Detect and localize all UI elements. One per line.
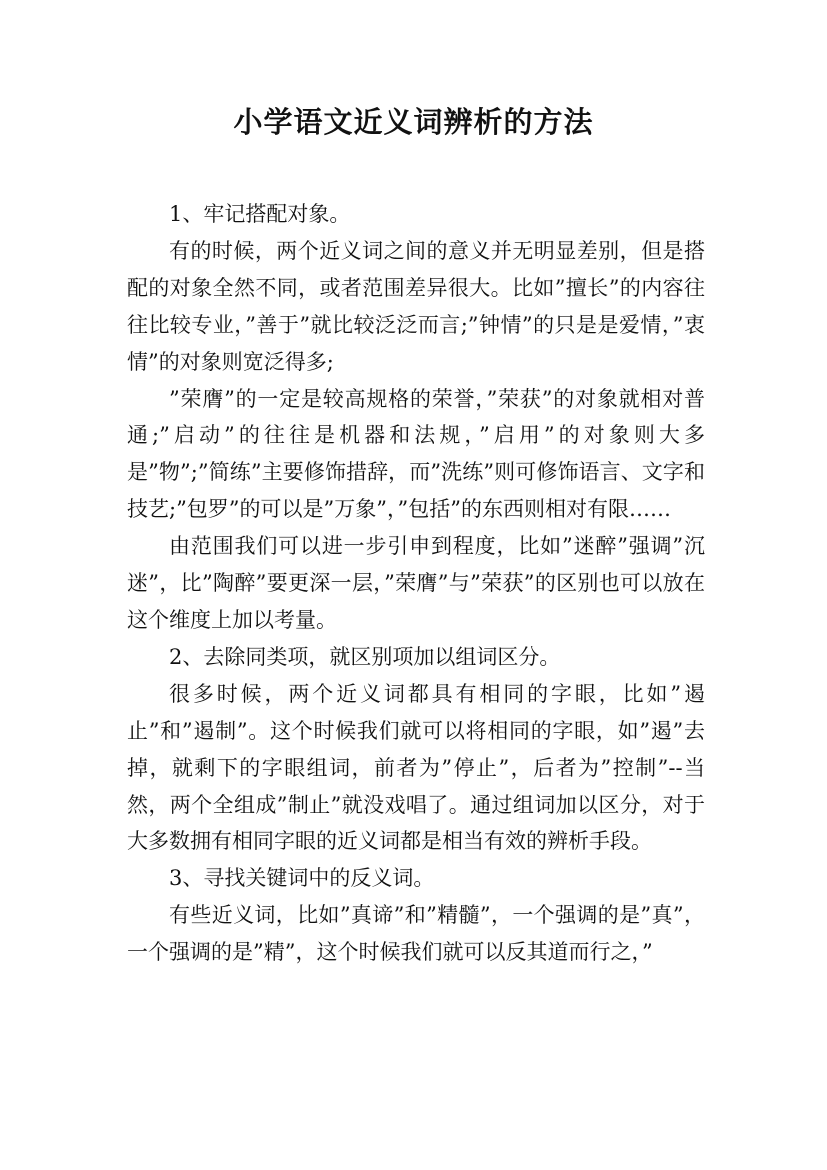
paragraph-7: 3、寻找关键词中的反义词。 (169, 866, 435, 891)
paragraph-2: 有的时候，两个近义词之间的意义并无明显差别，但是搭配的对象全然不同，或者范围差异很大。比如”擅长”的内容往往比较专业，”善于”就比较泛泛而言;”钟情”的只是是爱情，”衷情”的对象则宽泛得多; (127, 238, 705, 374)
paragraph-6: 很多时候，两个近义词都具有相同的字眼，比如”遏止”和”遏制”。这个时候我们就可以将相同的字眼，如”遏”去掉，就剩下的字眼组词，前者为”停止”，后者为”控制”--当然，两个全组成”制止”就没戏唱了。通过组词加以区分，对于大多数拥有相同字眼的近义词都是相当有效的辨析手段。 (127, 681, 705, 854)
document-body (127, 196, 705, 971)
paragraph-5: 2、去除同类项，就区别项加以组词区分。 (169, 644, 561, 669)
paragraph-8: 有些近义词，比如”真谛”和”精髓”，一个强调的是”真”，一个强调的是”精”，这个时候我们就可以反其道而行之，” (127, 903, 705, 965)
document-title: 小学语文近义词辨析的方法 (233, 105, 594, 139)
paragraph-4: 由范围我们可以进一步引申到程度，比如”迷醉”强调”沉迷”，比”陶醉”要更深一层，”荣膺”与”荣获”的区别也可以放在这个维度上加以考量。 (127, 534, 705, 632)
paragraph-1: 1、牢记搭配对象。 (169, 202, 351, 226)
paragraph-3: ”荣膺”的一定是较高规格的荣誉，”荣获”的对象就相对普通;”启动”的往往是机器和法规，”启用”的对象则大多是”物”;”简练”主要修饰措辞，而”洗练”则可修饰语言、文字和技艺;”包罗”的可以是”万象”，”包括”的东西则相对有限…… (127, 386, 705, 522)
